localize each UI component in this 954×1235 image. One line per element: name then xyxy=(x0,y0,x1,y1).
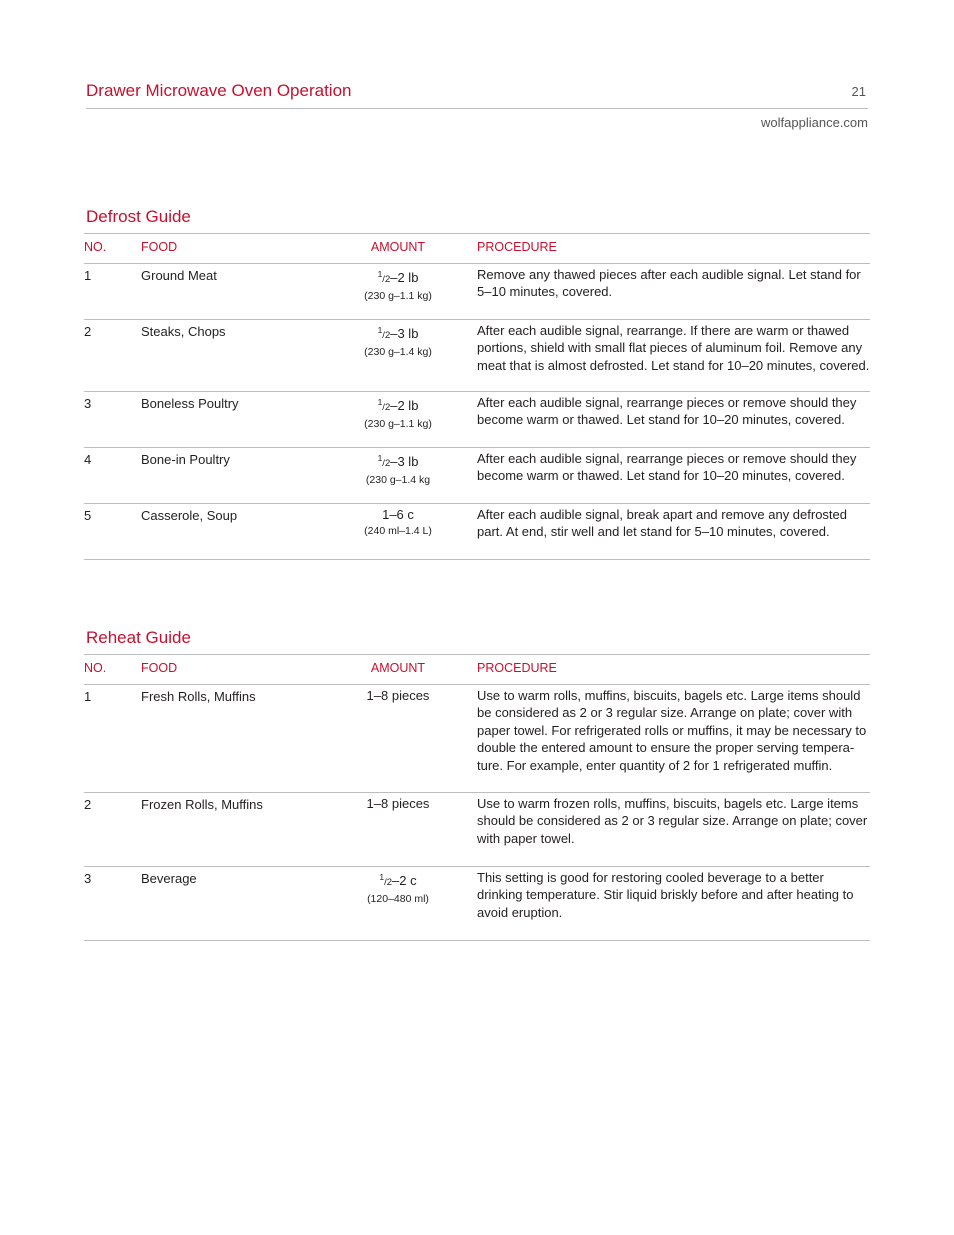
column-spacer xyxy=(457,655,477,685)
procedure-text: Remove any thawed pieces after each audible signal. Let stand for 5–10 minutes, covered. xyxy=(477,263,870,319)
defrost-table-body xyxy=(84,263,870,559)
procedure-text: Use to warm frozen rolls, muffins, biscuits, bagels etc. Large items should be considered as 2 or 3 regular size. Arrange on plate; cover with paper towel. xyxy=(477,792,870,866)
amount-metric: (230 g–1.1 kg) xyxy=(364,290,432,302)
row-number: 2 xyxy=(84,792,141,866)
row-number: 5 xyxy=(84,503,141,559)
amount-cell xyxy=(339,391,457,447)
amount-value: –3 lb xyxy=(390,453,419,469)
food-name: Steaks, Chops xyxy=(141,319,339,391)
amount-imperial xyxy=(378,270,419,285)
reheat-table-body xyxy=(84,684,870,940)
fraction-denominator: 2 xyxy=(384,273,391,285)
food-name: Frozen Rolls, Muffins xyxy=(141,792,339,866)
amount-metric: (230 g–1.4 kg) xyxy=(364,346,432,358)
column-header-amount: AMOUNT xyxy=(339,655,457,685)
fraction-slash: / xyxy=(382,457,385,469)
fraction-numerator: 1 xyxy=(377,324,383,335)
table-row xyxy=(84,391,870,447)
fraction-slash: / xyxy=(382,329,385,341)
fraction-slash: / xyxy=(382,273,385,285)
amount-value: –2 lb xyxy=(390,397,419,413)
table-row xyxy=(84,684,870,792)
amount-value: 1–8 pieces xyxy=(366,795,430,811)
column-spacer xyxy=(457,263,477,319)
amount-cell xyxy=(339,503,457,559)
amount-imperial xyxy=(379,873,416,888)
amount-metric: (240 ml–1.4 L) xyxy=(364,525,432,537)
food-name: Fresh Rolls, Muffins xyxy=(141,684,339,792)
column-header-procedure: PROCEDURE xyxy=(477,655,870,685)
column-spacer xyxy=(457,234,477,264)
column-header-amount: AMOUNT xyxy=(339,234,457,264)
table-header-row xyxy=(84,655,870,685)
fraction-denominator: 2 xyxy=(384,401,391,413)
fraction-denominator: 2 xyxy=(384,457,391,469)
food-name: Casserole, Soup xyxy=(141,503,339,559)
table-row xyxy=(84,792,870,866)
procedure-text: After each audible signal, rearrange pieces or remove should they become warm or thawed. Let stand for 10–20 minutes, covered. xyxy=(477,447,870,503)
header-divider xyxy=(86,108,868,109)
fraction-denominator: 2 xyxy=(384,329,391,341)
amount-imperial xyxy=(378,398,419,413)
amount-cell xyxy=(339,263,457,319)
table-row xyxy=(84,503,870,559)
amount-cell xyxy=(339,319,457,391)
amount-value: 1–8 pieces xyxy=(366,687,430,703)
fraction-numerator: 1 xyxy=(379,871,385,882)
amount-imperial xyxy=(378,454,419,469)
column-spacer xyxy=(457,391,477,447)
column-header-food: FOOD xyxy=(141,655,339,685)
table-header-row xyxy=(84,234,870,264)
column-spacer xyxy=(457,792,477,866)
defrost-guide-title: Defrost Guide xyxy=(86,207,191,226)
fraction-denominator: 2 xyxy=(386,876,393,888)
row-number: 3 xyxy=(84,391,141,447)
amount-cell xyxy=(339,447,457,503)
amount-metric: (230 g–1.1 kg) xyxy=(364,418,432,430)
row-number: 2 xyxy=(84,319,141,391)
food-name: Boneless Poultry xyxy=(141,391,339,447)
amount-imperial xyxy=(382,507,414,522)
fraction-slash: / xyxy=(382,401,385,413)
column-spacer xyxy=(457,503,477,559)
column-header-food: FOOD xyxy=(141,234,339,264)
row-number: 1 xyxy=(84,263,141,319)
reheat-guide-section xyxy=(84,628,870,941)
column-spacer xyxy=(457,447,477,503)
column-header-procedure: PROCEDURE xyxy=(477,234,870,264)
amount-cell xyxy=(339,866,457,940)
amount-imperial xyxy=(378,326,419,341)
column-spacer xyxy=(457,319,477,391)
amount-value: 1–6 c xyxy=(382,506,414,522)
procedure-text: Use to warm rolls, muffins, biscuits, bagels etc. Large items should be considered as 2 or 3 regular size. Arrange on plate; cover with paper towel. For refrigerated rolls or muffins, it may be necessary to double the entered amount to ensure the proper serving tempera- ture. For example, enter quantity of 2 for 1 refrigerated muffin. xyxy=(477,684,870,792)
row-number: 3 xyxy=(84,866,141,940)
amount-metric: (230 g–1.4 kg xyxy=(365,474,431,486)
column-header-no: NO. xyxy=(84,234,141,264)
amount-cell xyxy=(339,792,457,866)
amount-metric: (120–480 ml) xyxy=(367,893,429,905)
defrost-guide-table xyxy=(84,233,870,560)
amount-value: –3 lb xyxy=(390,325,419,341)
amount-imperial xyxy=(367,688,430,703)
column-spacer xyxy=(457,684,477,792)
row-number: 1 xyxy=(84,684,141,792)
column-header-no: NO. xyxy=(84,655,141,685)
procedure-text: After each audible signal, break apart and remove any defrosted part. At end, stir well and let stand for 5–10 minutes, covered. xyxy=(477,503,870,559)
fraction-numerator: 1 xyxy=(377,452,383,463)
fraction-numerator: 1 xyxy=(377,396,383,407)
page-header-title: Drawer Microwave Oven Operation xyxy=(86,81,352,100)
amount-cell xyxy=(339,684,457,792)
amount-value: –2 lb xyxy=(390,269,419,285)
table-row xyxy=(84,447,870,503)
amount-value: –2 c xyxy=(392,872,417,888)
table-row xyxy=(84,319,870,391)
column-spacer xyxy=(457,866,477,940)
fraction-numerator: 1 xyxy=(377,268,383,279)
amount-imperial xyxy=(367,796,430,811)
defrost-guide-section xyxy=(84,207,870,560)
website-url[interactable]: wolfappliance.com xyxy=(761,115,868,130)
food-name: Beverage xyxy=(141,866,339,940)
food-name: Ground Meat xyxy=(141,263,339,319)
reheat-guide-table xyxy=(84,654,870,941)
table-row xyxy=(84,263,870,319)
row-number: 4 xyxy=(84,447,141,503)
reheat-guide-title: Reheat Guide xyxy=(86,628,191,647)
procedure-text: This setting is good for restoring cooled beverage to a better drinking temperature. Stir liquid briskly before and after heating to avoid eruption. xyxy=(477,866,870,940)
food-name: Bone-in Poultry xyxy=(141,447,339,503)
page-number: 21 xyxy=(851,84,866,99)
table-row xyxy=(84,866,870,940)
procedure-text: After each audible signal, rearrange. If there are warm or thawed portions, shield with small flat pieces of aluminum foil. Remove any meat that is almost defrosted. Let stand for 10–20 minutes, covered. xyxy=(477,319,870,391)
procedure-text: After each audible signal, rearrange pieces or remove should they become warm or thawed. Let stand for 10–20 minutes, covered. xyxy=(477,391,870,447)
fraction-slash: / xyxy=(384,876,387,888)
